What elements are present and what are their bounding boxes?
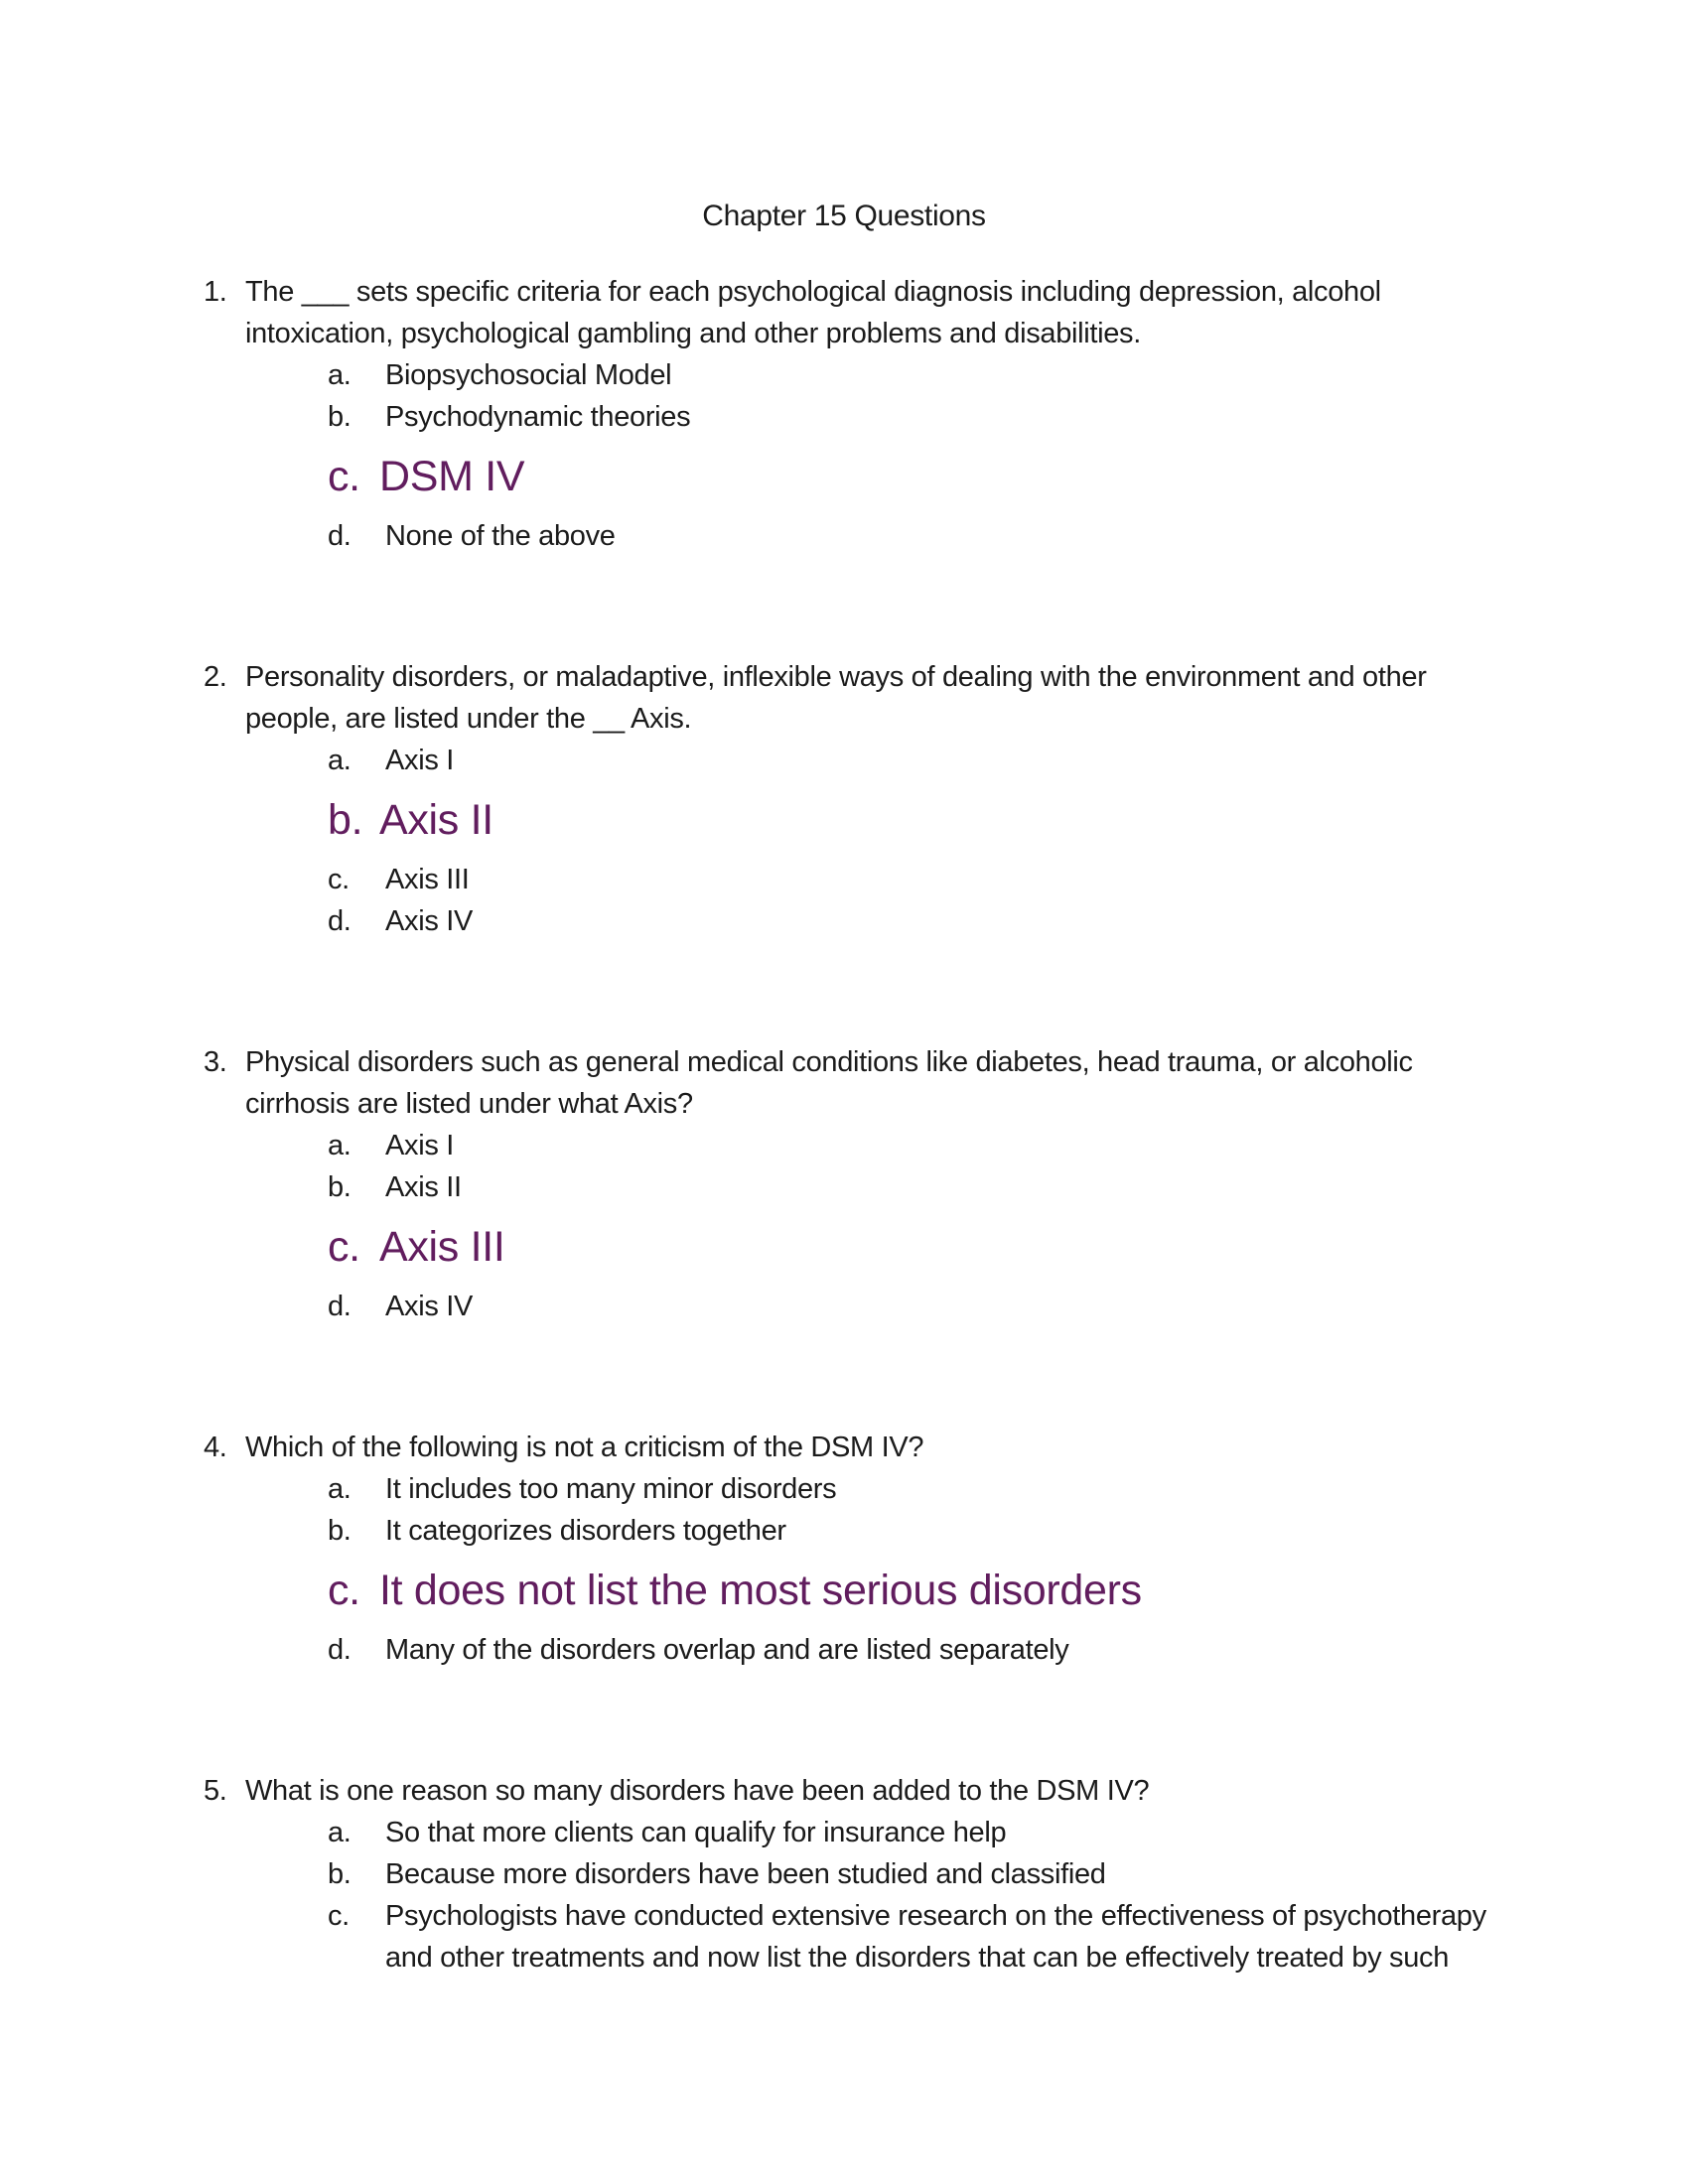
question-block-3 bbox=[204, 1041, 1509, 1327]
option-row bbox=[204, 900, 1509, 942]
option-text: Psychodynamic theories bbox=[385, 401, 691, 433]
option-row bbox=[204, 515, 1509, 557]
question-block-5 bbox=[204, 1770, 1509, 1979]
option-row bbox=[204, 859, 1509, 900]
question-line bbox=[204, 1427, 1509, 1468]
question-number: 1. bbox=[204, 276, 227, 308]
question-text: Physical disorders such as general medical conditions like diabetes, head trauma, or alcoholic cirrhosis are listed under what Axis? bbox=[245, 1046, 1413, 1120]
option-text: Because more disorders have been studied and classified bbox=[385, 1858, 1106, 1890]
option-letter: b. bbox=[328, 1515, 352, 1547]
option-row bbox=[204, 1125, 1509, 1166]
answer-option-row bbox=[204, 446, 1509, 507]
option-text: Axis II bbox=[379, 796, 493, 844]
option-text: None of the above bbox=[385, 520, 616, 552]
option-text: Biopsychosocial Model bbox=[385, 359, 672, 391]
question-text: Personality disorders, or maladaptive, inflexible ways of dealing with the environment and other people, are listed under the __ Axis. bbox=[245, 661, 1427, 735]
document-title: Chapter 15 Questions bbox=[702, 200, 986, 232]
option-letter: a. bbox=[328, 745, 352, 776]
option-text: So that more clients can qualify for insurance help bbox=[385, 1817, 1007, 1848]
option-letter: a. bbox=[328, 1130, 352, 1161]
option-letter: b. bbox=[328, 796, 363, 844]
option-row bbox=[204, 1166, 1509, 1208]
option-text: Psychologists have conducted extensive research on the effectiveness of psychotherapy and other treatments and now list the disorders that can be effectively treated by such bbox=[385, 1900, 1486, 1974]
question-text: What is one reason so many disorders have been added to the DSM IV? bbox=[245, 1775, 1150, 1807]
option-row bbox=[204, 1629, 1509, 1671]
answer-option-row bbox=[204, 789, 1509, 851]
option-letter: d. bbox=[328, 905, 352, 937]
option-text: Axis IV bbox=[385, 1291, 474, 1322]
question-number: 2. bbox=[204, 661, 227, 693]
option-row bbox=[204, 1468, 1509, 1510]
option-letter: c. bbox=[328, 1567, 360, 1614]
option-text: It includes too many minor disorders bbox=[385, 1473, 837, 1505]
option-row bbox=[204, 740, 1509, 781]
option-text: Axis III bbox=[385, 864, 470, 895]
question-text: Which of the following is not a criticism of the DSM IV? bbox=[245, 1432, 924, 1463]
option-text: Axis III bbox=[379, 1223, 505, 1271]
option-row bbox=[204, 1812, 1509, 1853]
option-letter: a. bbox=[328, 1817, 352, 1848]
question-block-4 bbox=[204, 1427, 1509, 1671]
option-text: Axis I bbox=[385, 745, 454, 776]
option-text: DSM IV bbox=[379, 453, 525, 500]
question-line bbox=[204, 1770, 1509, 1812]
option-text: Axis II bbox=[385, 1171, 462, 1203]
option-text: Axis IV bbox=[385, 905, 474, 937]
answer-option-row bbox=[204, 1216, 1509, 1278]
question-line bbox=[204, 1041, 1509, 1125]
question-block-1 bbox=[204, 271, 1509, 557]
option-row bbox=[204, 1853, 1509, 1895]
question-line bbox=[204, 271, 1509, 354]
question-number: 5. bbox=[204, 1775, 227, 1807]
question-number: 3. bbox=[204, 1046, 227, 1078]
option-text: It categorizes disorders together bbox=[385, 1515, 786, 1547]
option-letter: d. bbox=[328, 1291, 352, 1322]
answer-option-row bbox=[204, 1560, 1509, 1621]
question-text: The ___ sets specific criteria for each psychological diagnosis including depression, alcohol intoxication, psychological gambling and other problems and disabilities. bbox=[245, 276, 1381, 349]
option-row bbox=[204, 1286, 1509, 1327]
option-letter: b. bbox=[328, 1858, 352, 1890]
option-row bbox=[204, 1895, 1509, 1979]
option-letter: c. bbox=[328, 1223, 360, 1271]
option-letter: c. bbox=[328, 453, 360, 500]
option-letter: d. bbox=[328, 1634, 352, 1666]
option-letter: d. bbox=[328, 520, 352, 552]
option-letter: b. bbox=[328, 1171, 352, 1203]
question-number: 4. bbox=[204, 1432, 227, 1463]
option-row bbox=[204, 1510, 1509, 1552]
option-letter: c. bbox=[328, 864, 350, 895]
option-text: Axis I bbox=[385, 1130, 454, 1161]
option-letter: b. bbox=[328, 401, 352, 433]
question-block-2 bbox=[204, 656, 1509, 942]
question-line bbox=[204, 656, 1509, 740]
option-text: Many of the disorders overlap and are listed separately bbox=[385, 1634, 1069, 1666]
option-text: It does not list the most serious disorders bbox=[379, 1567, 1142, 1614]
option-letter: a. bbox=[328, 1473, 352, 1505]
option-row bbox=[204, 354, 1509, 396]
option-row bbox=[204, 396, 1509, 438]
option-letter: a. bbox=[328, 359, 352, 391]
option-letter: c. bbox=[328, 1900, 350, 1932]
